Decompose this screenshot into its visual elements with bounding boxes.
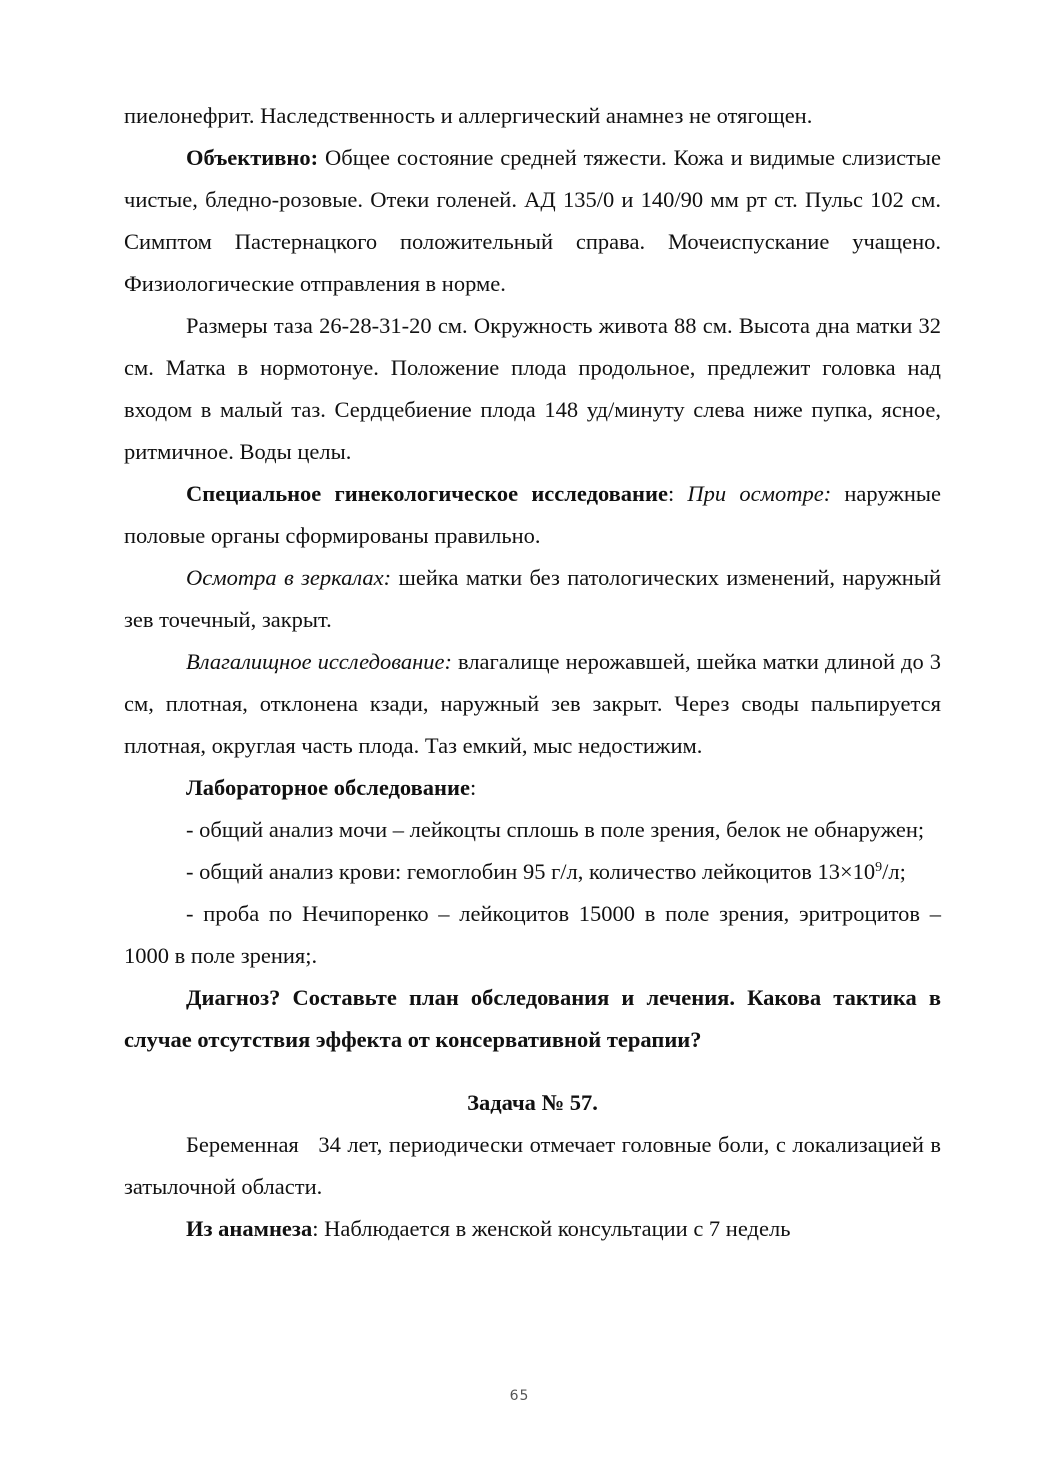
lab-label: Лабораторное обследование	[186, 775, 470, 800]
speculum-text: шейка матки без патологических изменений, наружный зев точечный, закрыт.	[124, 565, 942, 632]
paragraph-objective	[124, 137, 941, 305]
gynecological-exam-label: Специальное гинекологическое исследование	[186, 481, 668, 506]
vaginal-exam-text: влагалище нерожавшей, шейка матки длиной до 3 см, плотная, отклонена кзади, наружный зев закрыт. Через своды пальпируется плотная, округлая часть плода. Таз емкий, мыс недостижим.	[124, 649, 941, 758]
inspection-text: наружные половые органы сформированы правильно.	[124, 481, 941, 548]
document-page	[124, 95, 947, 1250]
question-text: Диагноз? Составьте план обследования и лечения. Какова тактика в случае отсутствия эффекта от консервативной терапии?	[124, 985, 941, 1052]
blood-test-exponent: 9	[875, 860, 883, 875]
anamnesis-text: Наблюдается в женской консультации с 7 недель	[318, 1216, 791, 1241]
objective-text: Общее состояние средней тяжести. Кожа и видимые слизистые чистые, бледно-розовые. Отеки голеней. АД 135/0 и 140/90 мм рт ст. Пульс 102 см. Симптом Пастернацкого положительный справа. Мочеиспускание учащено. Физиологические отправления в норме.	[124, 145, 941, 296]
paragraph-anamnesis-start	[124, 1208, 941, 1250]
page-number: 65	[509, 1388, 530, 1404]
task-title	[124, 1082, 941, 1124]
paragraph-lab-heading	[124, 767, 941, 809]
objective-label: Объективно:	[186, 145, 319, 170]
paragraph-blood-test	[124, 851, 941, 893]
blood-test-unit: /л;	[882, 859, 906, 884]
inspection-label: При осмотре:	[687, 481, 832, 506]
paragraph-urinalysis: - общий анализ мочи – лейкоцты сплошь в поле зрения, белок не обнаружен;	[186, 817, 925, 842]
paragraph-vaginal-exam	[124, 641, 941, 767]
paragraph-pelvis: Размеры таза 26-28-31-20 см. Окружность живота 88 см. Высота дна матки 32 см. Матка в нормотонуе. Положение плода продольное, предлежит головка над входом в малый таз. Сердцебиение плода 148 уд/минуту слева ниже пупка, ясное, ритмичное. Воды целы.	[124, 313, 941, 464]
gynecological-exam-colon: :	[667, 481, 688, 506]
paragraph-speculum-exam	[124, 557, 941, 641]
paragraph-question	[124, 977, 941, 1061]
paragraph-anamnesis-end: пиелонефрит. Наследственность и аллергический анамнез не отягощен.	[124, 103, 813, 128]
paragraph-gynecological-exam	[124, 473, 941, 557]
blood-test-text: - общий анализ крови: гемоглобин 95 г/л, количество лейкоцитов 13×10	[186, 859, 876, 884]
task-title-text: Задача № 57.	[467, 1090, 598, 1115]
paragraph-nechiporenko: - проба по Нечипоренко – лейкоцитов 15000 в поле зрения, эритроцитов – 1000 в поле зрения;.	[124, 901, 941, 968]
lab-colon: :	[469, 775, 477, 800]
anamnesis-colon: :	[312, 1216, 319, 1241]
speculum-label: Осмотра в зеркалах:	[186, 565, 392, 590]
paragraph-pregnant: Беременная 34 лет, периодически отмечает головные боли, с локализацией в затылочной области.	[124, 1132, 947, 1199]
anamnesis-label: Из анамнеза	[186, 1216, 313, 1241]
vaginal-exam-label: Влагалищное исследование:	[186, 649, 452, 674]
